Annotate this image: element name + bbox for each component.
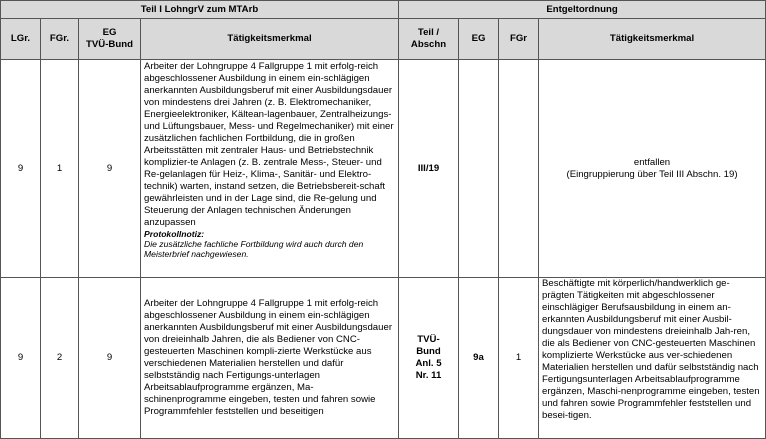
header-teil-line2: Abschn: [410, 39, 447, 50]
row1-eg-new: [459, 60, 499, 278]
table-row: [1, 60, 766, 278]
row1-eg: 9: [79, 60, 141, 278]
header-teil-abschn: [399, 19, 459, 60]
header-teil-line1: Teil /: [417, 27, 440, 38]
row1-fgr: 1: [41, 60, 79, 278]
row1-merkmal-new-line2: (Eingruppierung über Teil III Abschn. 19): [566, 168, 738, 180]
row2-teil-line3: Anl. 5: [415, 358, 442, 369]
section-title-right: Entgeltordnung: [399, 1, 766, 19]
column-header-row: [1, 19, 766, 60]
row2-teil: [399, 278, 459, 439]
header-eg-tvoed-line2: TVÜ-Bund: [86, 39, 133, 50]
row2-teil-line4: Nr. 11: [415, 370, 442, 381]
row2-merkmal-new-cell: [539, 278, 766, 439]
row2-teil-line1: TVÜ-: [417, 334, 440, 345]
row2-merkmal-cell: [141, 278, 399, 439]
row1-teil: III/19: [399, 60, 459, 278]
row2-eg-new: 9a: [459, 278, 499, 439]
row2-merkmal-new: Beschäftigte mit körperlich/handwerklich ge-prägten Tätigkeiten mit abgeschlossener einschlägiger Berufsausbildung in einem an-erkannten Ausbildungsberuf mit einer Ausbil-dungsdauer von mindestens dreieinhalb Jah-ren, die als Bediener von CNC-gesteuerten Maschinen komplizierte Werkstücke aus ver-schiedenen Materialien herstellen und dafür selbstständig nach Fertigungsunterlagen Arbeitsablaufprogramme ergänzen, Maschi-nenprogramme eingeben, testen und fahren sowie Programmfehler feststellen und besei-tigen.: [542, 278, 760, 421]
row1-lgr: 9: [1, 60, 41, 278]
header-eg-tvoed: [79, 19, 141, 60]
row1-merkmal-new-cell: [539, 60, 766, 278]
row2-fgr-new: 1: [499, 278, 539, 439]
row2-eg: 9: [79, 278, 141, 439]
section-title-left: Teil I LohngrV zum MTArb: [1, 1, 399, 19]
header-fgr-new: FGr: [499, 19, 539, 60]
header-eg: EG: [459, 19, 499, 60]
row2-merkmal: Arbeiter der Lohngruppe 4 Fallgruppe 1 mit erfolg-reich abgeschlossener Ausbildung in einem ein-schlägigen anerkannten Ausbildungsberuf mit einer Ausbildungsdauer von dreieinhalb Jahren, die als Bediener von CNC-gesteuerten Maschinen kompli-zierte Werkstücke aus verschiedenen Materialien herstellen und dafür selbstständig nach Fertigungs-unterlagen Arbeitsablaufprogramme ergänzen, Ma-schinenprogramme eingeben, testen und fahren sowie Programmfehler feststellen und beseitigen: [144, 298, 393, 417]
header-eg-tvoed-line1: EG: [102, 27, 117, 38]
table-row: [1, 278, 766, 439]
header-taetigkeit-right: Tätigkeitsmerkmal: [539, 19, 766, 60]
row2-fgr: 2: [41, 278, 79, 439]
row1-merkmal: Arbeiter der Lohngruppe 4 Fallgruppe 1 mit erfolg-reich abgeschlossener Ausbildung in einem ein-schlägigen anerkannten Ausbildungsberuf mit einer Ausbildungsdauer von mindestens drei Jahren (z. B. Elektromechaniker, Energieelektroniker, Kältean-lagenbauer, Zentralheizungs- und Lüftungsbauer, Mess- und Regelmechaniker) mit einer zusätzlichen fachlichen Fortbildung, die in großen Arbeitsstätten mit zentraler Haus- und Betriebstechnik komplizier-te Anlagen (z. B. zentrale Mess-, Steuer- und Re-gelanlagen für Heiz-, Klima-, Sanitär- und Elektro-technik) warten, instand setzen, die Betriebsbereit-schaft gewährleisten und in der Lage sind, die Re-gelung und Steuerung der Anlagen technischen Änderungen anzupassen: [144, 61, 394, 228]
row1-merkmal-new-line1: entfallen: [633, 156, 671, 168]
header-fgr: FGr.: [41, 19, 79, 60]
row2-lgr: 9: [1, 278, 41, 439]
header-taetigkeit-left: Tätigkeitsmerkmal: [141, 19, 399, 60]
row2-teil-line2: Bund: [416, 346, 441, 357]
row1-note-text: Die zusätzliche fachliche Fortbildung wird auch durch den Meisterbrief nachgewiesen.: [144, 239, 364, 259]
section-header-row: [1, 1, 766, 19]
row1-merkmal-cell: [141, 60, 399, 278]
row1-fgr-new: [499, 60, 539, 278]
header-lgr: LGr.: [1, 19, 41, 60]
row1-note-label: Protokollnotiz:: [144, 229, 205, 239]
